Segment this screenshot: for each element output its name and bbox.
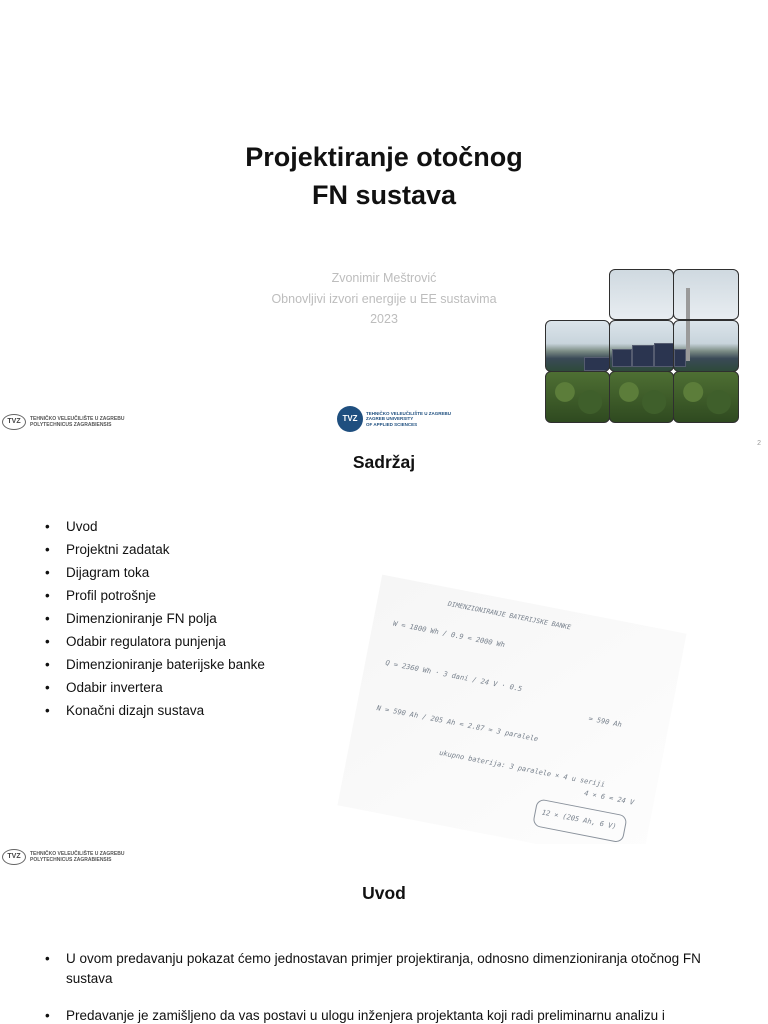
list-item: • Dimenzioniranje FN polja [45, 607, 265, 630]
tvz-logo: TVZ TEHNIČKO VELEUČILIŠTE U ZAGREBU ZAGREB UNIVERSITY OF APPLIED SCIENCES [337, 406, 451, 432]
photo-tile [609, 371, 674, 423]
list-item: • Odabir regulatora punjenja [45, 630, 265, 653]
list-item: • Dijagram toka [45, 561, 265, 584]
presentation-subtitle [200, 268, 568, 330]
list-item: • Profil potrošnje [45, 584, 265, 607]
solar-photo-mosaic [545, 269, 740, 424]
list-item: • Dimenzioniranje baterijske banke [45, 653, 265, 676]
list-item: • U ovom predavanju pokazat ćemo jednostavan primjer projektiranja, odnosno dimenzioniranja otočnog FN sustava [45, 949, 725, 989]
header-logo: TVZ TEHNIČKO VELEUČILIŠTE U ZAGREBU POLYTECHNICUS ZAGRABIENSIS [2, 414, 124, 430]
tvz-logo-icon: TVZ [337, 406, 363, 432]
photo-tile [673, 371, 739, 423]
photo-tile [545, 320, 610, 372]
intro-slide [0, 844, 768, 1024]
list-item: • Uvod [45, 515, 265, 538]
tvz-logo-icon: TVZ [2, 849, 26, 865]
year: 2023 [370, 312, 398, 326]
author-name: Zvonimir Meštrović [331, 271, 437, 285]
slide-title: Sadržaj [352, 452, 416, 472]
photo-tile [609, 269, 674, 320]
photo-tile [545, 371, 610, 423]
title-slide [0, 0, 768, 432]
course-name: Obnovljivi izvori energije u EE sustavima [271, 291, 497, 306]
photo-tile [673, 320, 739, 372]
photo-tile [609, 320, 674, 372]
page-number: 2 [757, 440, 761, 447]
presentation-title: Projektiranje otočnog FN sustava [245, 142, 523, 210]
slide-title: Uvod [362, 883, 406, 903]
list-item: • Odabir invertera [45, 676, 265, 699]
contents-list [45, 515, 265, 722]
photo-tile [673, 269, 739, 320]
intro-list [45, 949, 725, 1024]
list-item: • Projektni zadatak [45, 538, 265, 561]
list-item: • Predavanje je zamišljeno da vas postavi u ulogu inženjera projektanta koji radi preliminarnu analizu i [45, 1006, 725, 1024]
handwritten-calculation-image: DIMENZIONIRANJE BATERIJSKE BANKE W = 1800 Wh / 0.9 = 2000 Wh Q = 2360 Wh · 3 dani / 24 V · 0.5 = 590 Ah N = 590 Ah / 205 Ah = 2.87 ≈ 3 paralele ukupno baterija: 3 paralele × 4 u seriji 4 × 6 = 24 V 12 × (205 Ah, 6 V) [337, 575, 686, 865]
list-item: • Konačni dizajn sustava [45, 699, 265, 722]
tvz-logo-icon: TVZ [2, 414, 26, 430]
header-logo: TVZ TEHNIČKO VELEUČILIŠTE U ZAGREBU POLYTECHNICUS ZAGRABIENSIS [2, 849, 124, 865]
